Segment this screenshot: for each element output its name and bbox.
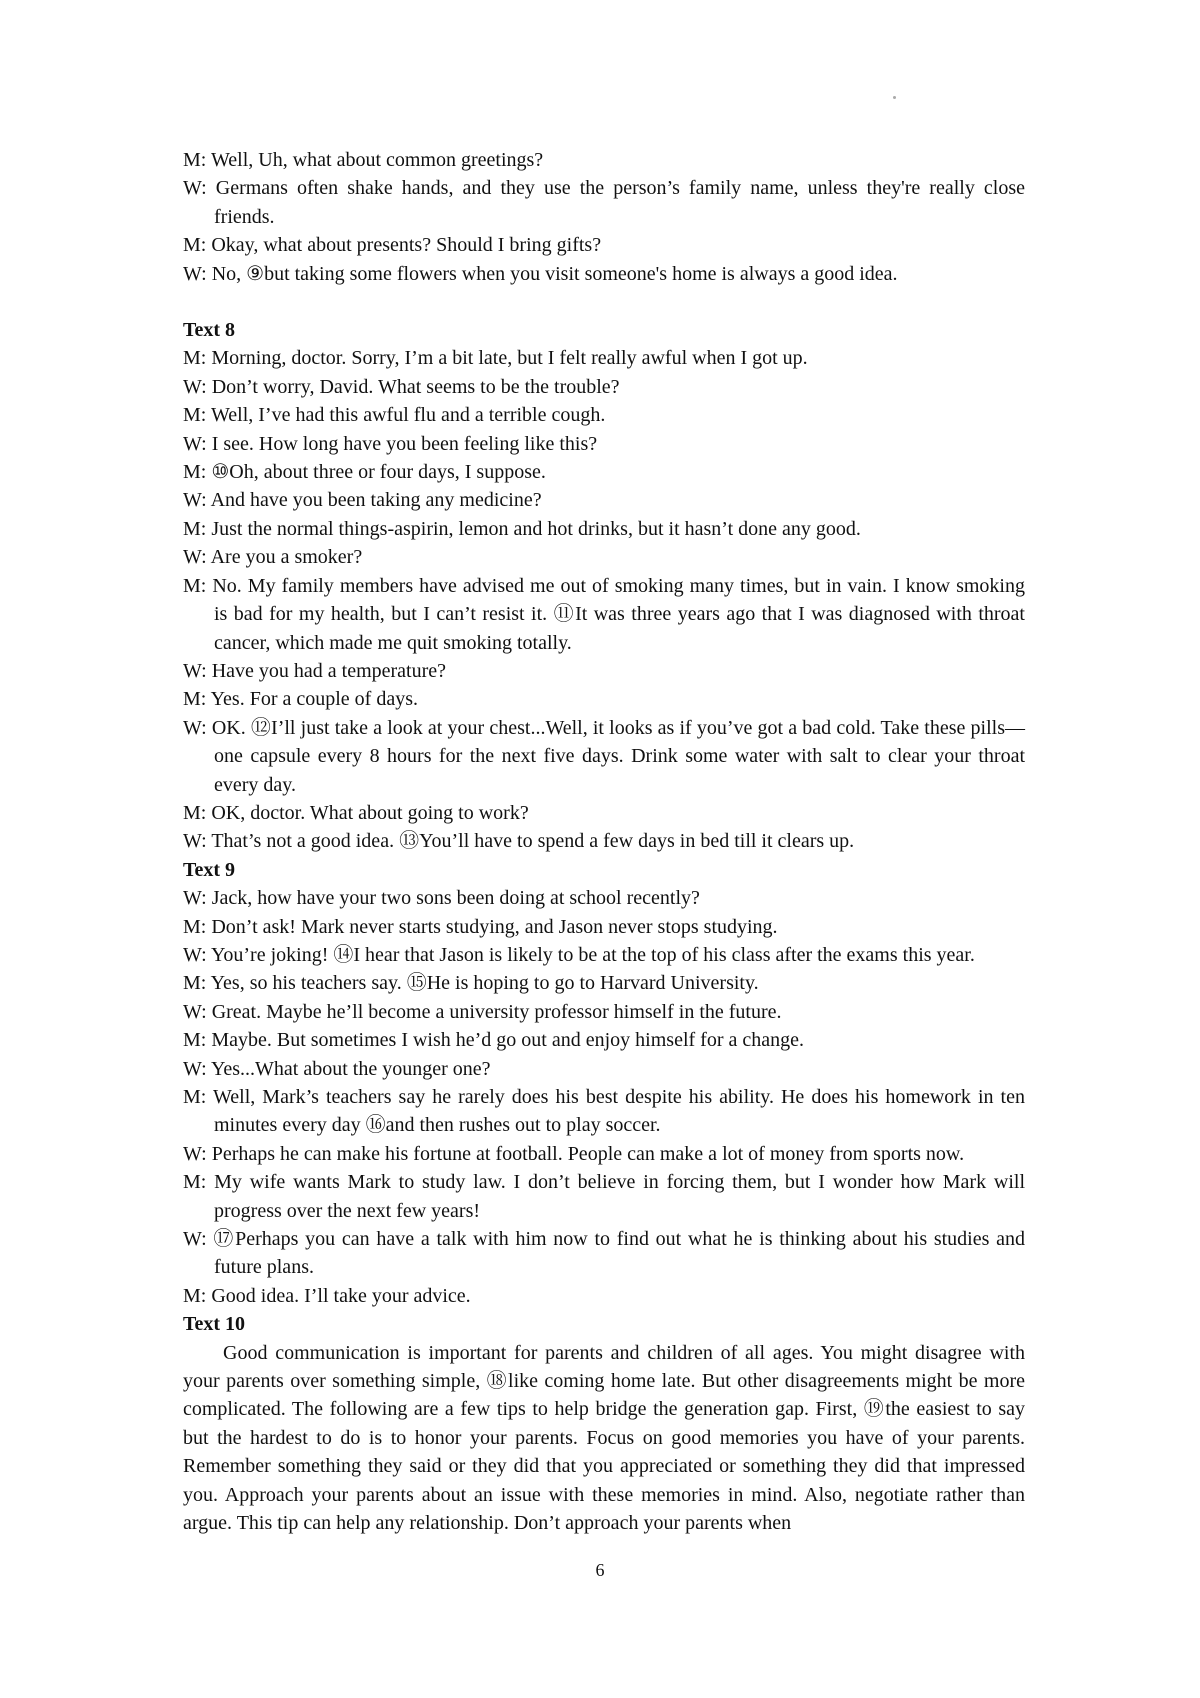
dialogue-line: M: Well, Uh, what about common greetings? xyxy=(183,149,544,171)
dialogue-line: W: OK. ⑫I’ll just take a look at your chest...Well, it looks as if you’ve got a bad cold. Take these pills—one capsule every 8 hours for the next five days. Drink some water with salt to clear your throat every day. xyxy=(183,716,1025,796)
dialogue-line: W: I see. How long have you been feeling like this? xyxy=(183,432,598,455)
section-heading: Text 10 xyxy=(183,1313,246,1336)
dialogue-line: M: Just the normal things-aspirin, lemon and hot drinks, but it hasn’t done any good. xyxy=(183,517,861,540)
intro-dialogue xyxy=(183,146,1025,288)
dialogue-line: M: ⑩Oh, about three or four days, I suppose. xyxy=(183,461,546,484)
dialogue-line: W: And have you been taking any medicine? xyxy=(183,489,542,512)
dialogue-line: W: Germans often shake hands, and they use the person’s family name, unless they're really close friends. xyxy=(183,177,1025,228)
page-content xyxy=(183,146,1025,1538)
scan-speck xyxy=(893,96,896,99)
dialogue-line: W: That’s not a good idea. ⑬You’ll have to spend a few days in bed till it clears up. xyxy=(183,830,855,853)
dialogue-line: W: Have you had a temperature? xyxy=(183,659,447,682)
dialogue-line: W: Great. Maybe he’ll become a university professor himself in the future. xyxy=(183,1000,782,1023)
dialogue-line: M: My wife wants Mark to study law. I don’t believe in forcing them, but I wonder how Mark will progress over the next few years! xyxy=(183,1171,1025,1222)
dialogue-line: W: You’re joking! ⑭I hear that Jason is likely to be at the top of his class after the exams this year. xyxy=(183,943,975,966)
dialogue-line: M: Well, I’ve had this awful flu and a terrible cough. xyxy=(183,404,606,427)
text9-section xyxy=(183,856,1025,1311)
section-heading: Text 9 xyxy=(183,858,236,881)
section-gap xyxy=(183,288,1025,316)
dialogue-line: M: Maybe. But sometimes I wish he’d go out and enjoy himself for a change. xyxy=(183,1029,804,1052)
dialogue-line: W: Jack, how have your two sons been doing at school recently? xyxy=(183,887,700,910)
dialogue-line: M: Good idea. I’ll take your advice. xyxy=(183,1284,471,1307)
page-number: 6 xyxy=(595,1560,605,1580)
dialogue-line: W: No, ⑨but taking some flowers when you visit someone's home is always a good idea. xyxy=(183,262,898,285)
dialogue-line: W: Yes...What about the younger one? xyxy=(183,1057,491,1080)
dialogue-line: W: Perhaps he can make his fortune at football. People can make a lot of money from sports now. xyxy=(183,1142,965,1165)
dialogue-line: M: Okay, what about presents? Should I bring gifts? xyxy=(183,234,602,257)
dialogue-line: M: Morning, doctor. Sorry, I’m a bit late, but I felt really awful when I got up. xyxy=(183,347,808,370)
section-heading: Text 8 xyxy=(183,319,236,342)
text8-section xyxy=(183,316,1025,856)
dialogue-line: M: Yes. For a couple of days. xyxy=(183,688,418,711)
dialogue-line: M: No. My family members have advised me out of smoking many times, but in vain. I know smoking is bad for my health, but I can’t resist it. ⑪It was three years ago that I was diagnosed with throat cancer, which made me quit smoking totally. xyxy=(183,574,1025,654)
dialogue-line: W: Are you a smoker? xyxy=(183,546,363,569)
dialogue-line: M: Yes, so his teachers say. ⑮He is hoping to go to Harvard University. xyxy=(183,972,759,995)
dialogue-line: W: Don’t worry, David. What seems to be the trouble? xyxy=(183,375,620,398)
dialogue-line: M: Well, Mark’s teachers say he rarely does his best despite his ability. He does his homework in ten minutes every day ⑯and then rushes out to play soccer. xyxy=(183,1086,1025,1137)
text10-section xyxy=(183,1310,1025,1537)
dialogue-line: W: ⑰Perhaps you can have a talk with him now to find out what he is thinking about his studies and future plans. xyxy=(183,1228,1025,1279)
body-paragraph: Good communication is important for parents and children of all ages. You might disagree with your parents over something simple, ⑱like coming home late. But other disagreements might be more complicated. The following are a few tips to help bridge the generation gap. First, ⑲the easiest to say but the hardest to do is to honor your parents. Focus on good memories you have of your parents. Remember something they said or they did that you appreciated or something they did that impressed you. Approach your parents about an issue with these memories in mind. Also, negotiate rather than argue. This tip can help any relationship. Don’t approach your parents when xyxy=(183,1341,1025,1535)
dialogue-line: M: Don’t ask! Mark never starts studying, and Jason never stops studying. xyxy=(183,915,778,938)
dialogue-line: M: OK, doctor. What about going to work? xyxy=(183,801,529,824)
